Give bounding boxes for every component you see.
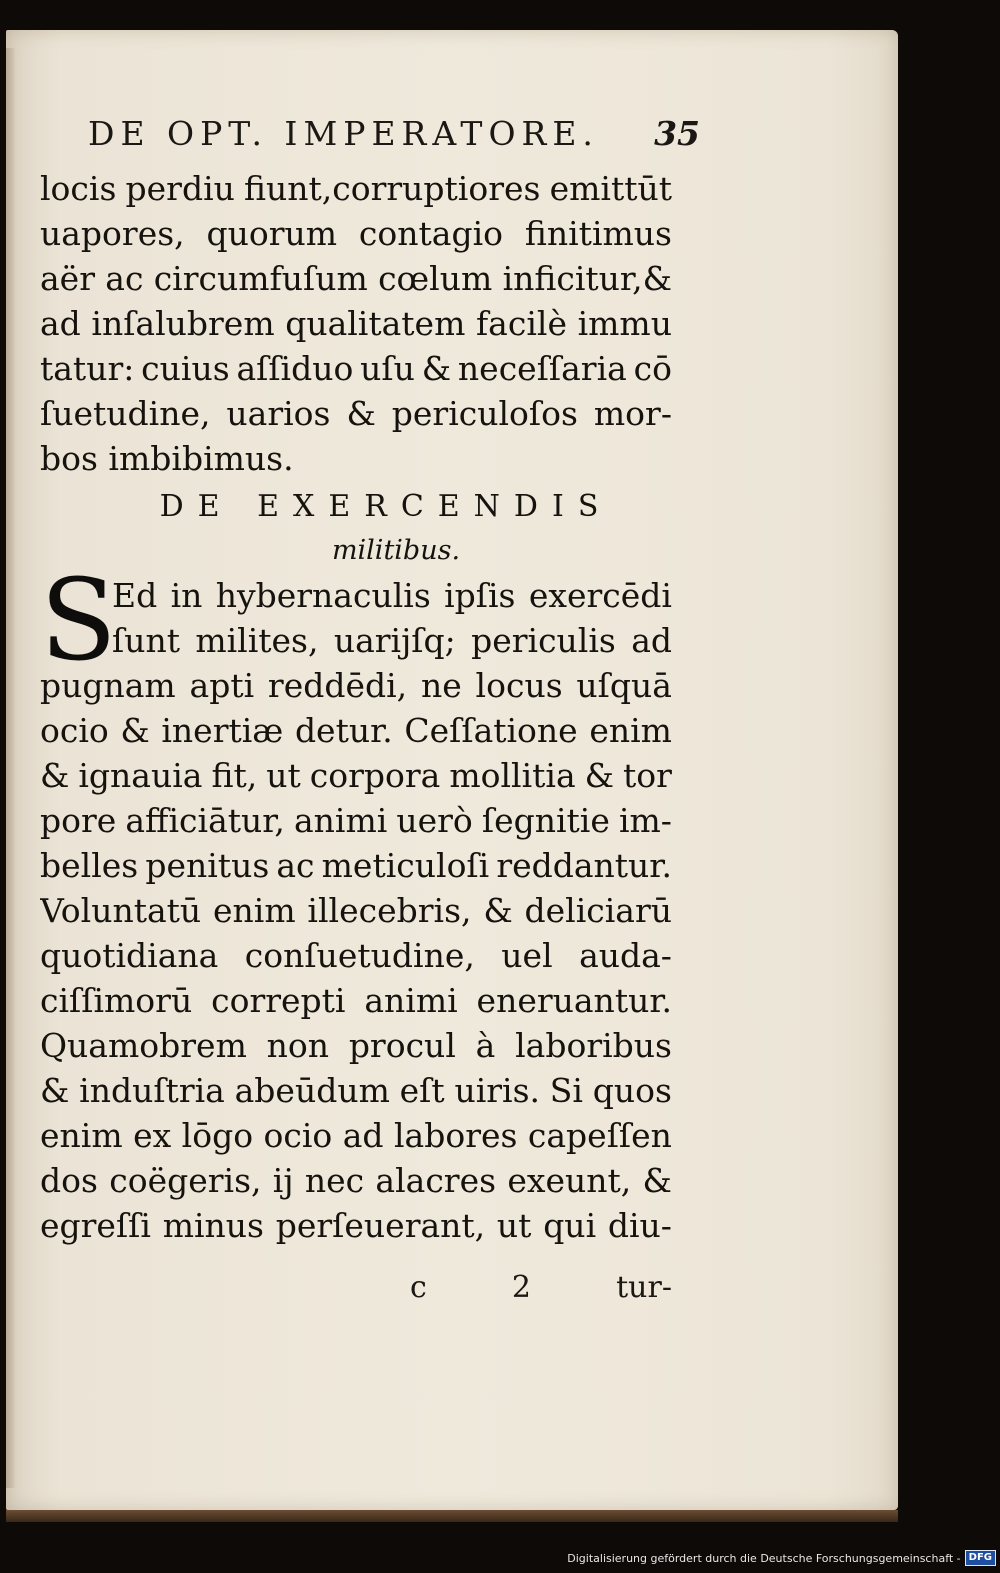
paragraph-2-lines: [40, 556, 672, 1248]
text-line: ſuetudine, uarios & periculoſos mor-: [40, 394, 672, 433]
text-line: belles penitus ac meticuloſi reddantur.: [40, 846, 672, 885]
text-line: ciſſimorū correpti animi eneruantur.: [40, 981, 672, 1020]
signature-number: 2: [511, 1270, 532, 1305]
text-line: enim ex lōgo ocio ad labores capeſſen: [40, 1116, 672, 1155]
text-line: aër ac circumfuſum cœlum inficitur,&: [40, 259, 672, 298]
running-head: [88, 114, 700, 158]
paragraph-1: [40, 166, 672, 481]
text-line: ſunt milites, uarijſq; periculis ad: [112, 621, 672, 660]
text-line: & induſtria abeūdum eſt uiris. Si quos: [40, 1071, 672, 1110]
dfg-logo: DFG: [965, 1550, 996, 1566]
page-number: 35: [654, 114, 700, 153]
running-head-title: DE OPT. IMPERATORE.: [88, 114, 599, 153]
text-line: Voluntatū enim illecebris, & deliciarū: [40, 891, 672, 930]
signature-mark: c: [410, 1270, 427, 1305]
text-line: bos imbibimus.: [40, 439, 294, 478]
paragraph-2: [40, 556, 672, 1248]
text-line: egreſſi minus perſeuerant, ut qui diu-: [40, 1206, 672, 1245]
drop-capital: S: [40, 556, 117, 686]
text-line: dos coëgeris, ij nec alacres exeunt, &: [40, 1161, 672, 1200]
text-line: ad inſalubrem qualitatem facilè immu: [40, 304, 672, 343]
section-subheading: militibus.: [331, 535, 461, 566]
text-block: [40, 166, 672, 1248]
text-line: & ignauia fit, ut corpora mollitia & tor: [40, 756, 672, 795]
text-line: quotidiana conſuetudine, uel auda-: [40, 936, 672, 975]
page-bottom-edge: [6, 1510, 898, 1522]
text-line: pore afficiātur, animi uerò ſegnitie im-: [40, 801, 672, 840]
text-line: uapores, quorum contagio finitimus: [40, 214, 672, 253]
text-line: ocio & inertiæ detur. Ceſſatione enim: [40, 711, 672, 750]
digitization-footer: [567, 1549, 996, 1567]
text-line: Quamobrem non procul à laboribus: [40, 1026, 672, 1065]
text-line: locis perdiu fiunt,corruptiores emittūt: [40, 169, 672, 208]
section-heading: DE EXERCENDIS: [159, 489, 613, 524]
page-shadow-edge: [6, 48, 16, 1488]
text-line: pugnam apti reddēdi, ne locus uſquā: [40, 666, 672, 705]
text-line: Ed in hybernaculis ipſis exercēdi: [112, 576, 672, 615]
signature-line: [410, 1270, 672, 1310]
catchword: tur-: [616, 1270, 672, 1305]
footer-text: Digitalisierung gefördert durch die Deutsche Forschungsgemeinschaft -: [567, 1551, 961, 1565]
text-line: tatur: cuius aſſiduo uſu & neceſſaria cō: [40, 349, 672, 388]
